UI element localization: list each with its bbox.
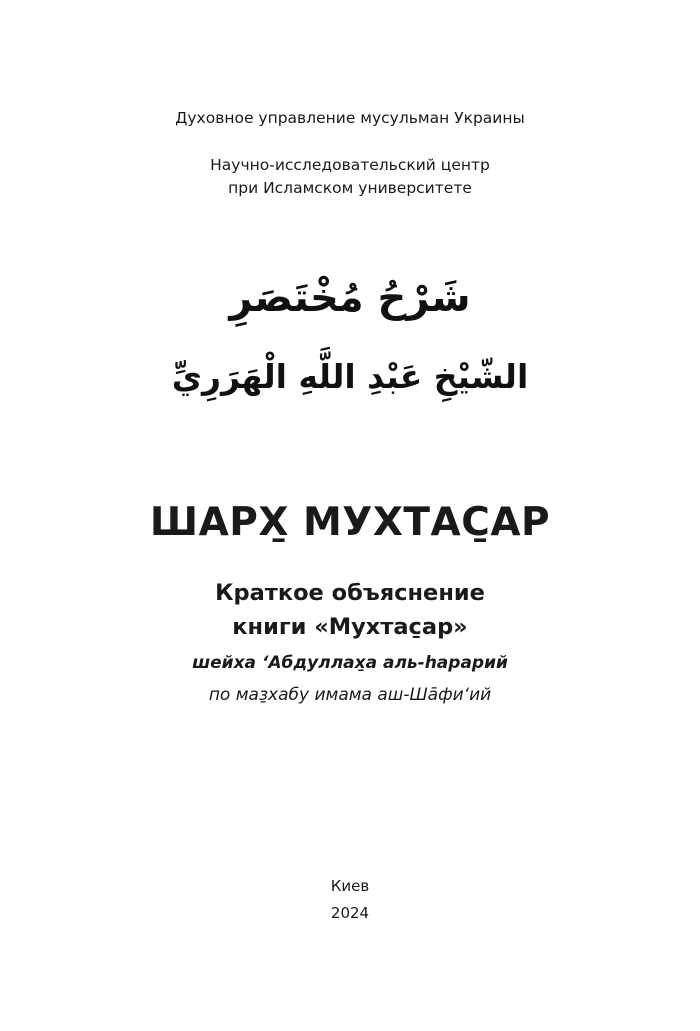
- author-line: шейха ‘Абдуллах̱а аль-hарарий: [192, 653, 508, 673]
- madhhab-line: по маз̱хабу имама аш-Ша̄фи‘ий: [208, 685, 492, 705]
- subtitle-line-1: Краткое объяснение: [215, 580, 485, 606]
- imprint-year: 2024: [330, 904, 370, 922]
- subtitle-line-2: книги «Мухтас̱ар»: [232, 614, 468, 640]
- imprint-city: Киев: [330, 877, 370, 895]
- publisher-line-1: Духовное управление мусульман Украины: [175, 109, 525, 127]
- main-title: ШАРХ̱ МУХТАС̱АР: [149, 500, 551, 545]
- publisher-line-2: Научно-исследовательский центр: [210, 156, 490, 174]
- arabic-title-line-2: الشّيْخِ عَبْدِ اللَّهِ الْهَرَرِيِّ: [171, 357, 529, 396]
- arabic-title-line-1: شَرْحُ مُخْتَصَرِ: [229, 275, 471, 321]
- publisher-line-3: при Исламском университете: [228, 179, 472, 197]
